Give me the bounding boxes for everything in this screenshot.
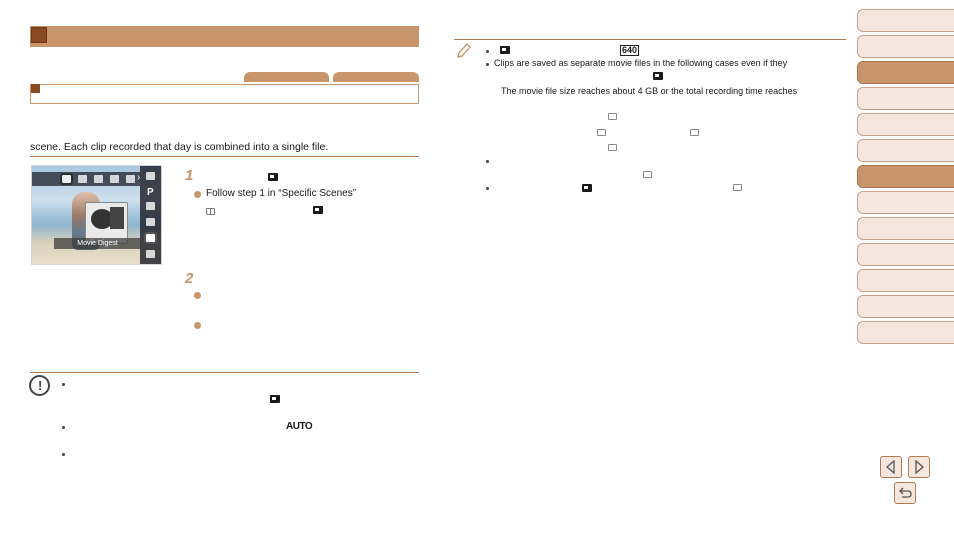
side-icon-3 <box>146 202 155 210</box>
chapter-tab-10[interactable] <box>857 243 954 266</box>
movie-digest-icon <box>268 173 278 181</box>
note-line-2: The movie file size reaches about 4 GB or the total recording time reaches <box>501 86 798 96</box>
bullet-dot <box>194 191 201 198</box>
scene-icon-4 <box>126 175 135 183</box>
side-icon-1 <box>146 172 155 180</box>
caution-mark: ! <box>38 378 43 393</box>
movie-digest-icon <box>313 206 323 214</box>
book-icon <box>733 184 742 191</box>
book-icon <box>597 129 606 136</box>
chapter-tab-3-active[interactable] <box>857 61 954 84</box>
movie-digest-icon <box>500 46 510 54</box>
mode-tab-left <box>244 72 329 82</box>
movie-digest-label: Movie Digest <box>54 238 141 249</box>
note-line-1: Clips are saved as separate movie files in the following cases even if they <box>494 58 788 68</box>
mode-tab-right <box>333 72 419 82</box>
auto-mode-label: AUTO <box>286 421 313 432</box>
subsection-header-box <box>30 84 419 104</box>
chapter-tab-5[interactable] <box>857 113 954 136</box>
chapter-tab-2[interactable] <box>857 35 954 58</box>
chapter-tab-4[interactable] <box>857 87 954 110</box>
movie-digest-icon <box>270 395 280 403</box>
arrow-left-icon <box>881 457 901 477</box>
step-1-bullet-text: Follow step 1 in “Specific Scenes” <box>206 188 357 199</box>
chevron-right-icon: › <box>137 172 141 183</box>
movie-quality-640-icon: 640 <box>622 45 638 55</box>
movie-digest-icon <box>653 72 663 80</box>
program-mode-letter: P <box>147 187 154 198</box>
book-icon <box>206 208 215 215</box>
mode-side-bar <box>140 166 161 264</box>
scene-icon-2 <box>94 175 103 183</box>
caution-bullet <box>62 383 65 386</box>
note-bullet <box>486 63 489 66</box>
intro-rule <box>30 156 419 157</box>
bullet-dot <box>194 322 201 329</box>
chapter-tab-1[interactable] <box>857 9 954 32</box>
camera-screen-image <box>31 165 162 265</box>
intro-text: scene. Each clip recorded that day is combined into a single file. <box>30 141 329 153</box>
side-icon-6 <box>146 250 155 258</box>
caution-bullet <box>62 453 65 456</box>
bullet-dot <box>194 292 201 299</box>
step-2-number: 2 <box>185 270 194 287</box>
side-icon-4 <box>146 218 155 226</box>
arrow-right-icon <box>909 457 929 477</box>
note-rule <box>454 39 846 40</box>
return-button[interactable] <box>894 482 916 504</box>
book-icon <box>608 144 617 151</box>
film-strip-icon <box>110 207 124 229</box>
chapter-tab-13[interactable] <box>857 321 954 344</box>
chapter-tab-8[interactable] <box>857 191 954 214</box>
section-header-bar <box>30 26 419 47</box>
note-bullet <box>486 187 489 190</box>
chapter-tab-9[interactable] <box>857 217 954 240</box>
section-header-square-icon <box>31 27 47 43</box>
pencil-icon <box>455 42 471 60</box>
note-bullet <box>486 160 489 163</box>
chapter-tab-12[interactable] <box>857 295 954 318</box>
caution-rule <box>30 372 419 373</box>
book-icon <box>608 113 617 120</box>
previous-page-button[interactable] <box>880 456 902 478</box>
side-movie-digest-icon <box>146 234 155 242</box>
step-1-number: 1 <box>185 167 194 184</box>
scene-icon-3 <box>110 175 119 183</box>
subsection-header-square-icon <box>31 84 40 93</box>
caution-bullet <box>62 426 65 429</box>
book-icon <box>643 171 652 178</box>
scene-icon-portrait <box>78 175 87 183</box>
book-icon <box>690 129 699 136</box>
note-bullet <box>486 50 489 53</box>
movie-digest-icon <box>582 184 592 192</box>
chapter-tab-7-active[interactable] <box>857 165 954 188</box>
movie-digest-icon <box>62 175 71 183</box>
chapter-tab-11[interactable] <box>857 269 954 292</box>
return-icon <box>895 483 915 503</box>
chapter-tab-6[interactable] <box>857 139 954 162</box>
next-page-button[interactable] <box>908 456 930 478</box>
